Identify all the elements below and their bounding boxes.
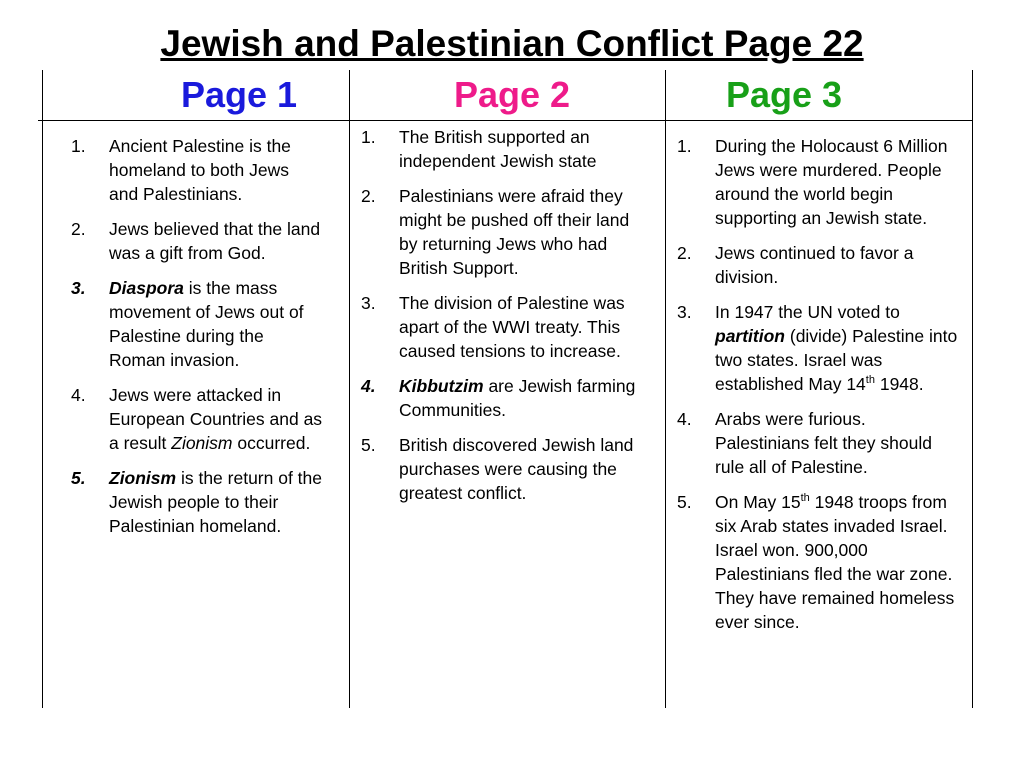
item-text: occurred.: [232, 433, 311, 453]
item-number: 2.: [677, 243, 692, 263]
item-text: 1948.: [874, 374, 924, 394]
item-number: 4.: [677, 409, 692, 429]
item-number: 1.: [361, 127, 376, 147]
item-number: 4.: [71, 385, 86, 405]
item-number: 1.: [71, 136, 86, 156]
table-divider-1: [349, 70, 350, 708]
item-number: 5.: [71, 468, 86, 488]
list-item: [71, 217, 323, 265]
item-text: Jews believed that the land was a gift from God.: [109, 219, 321, 263]
item-text: is the mass movement of Jews out of Palestine during the Roman invasion.: [109, 278, 304, 370]
key-term: Kibbutzim: [399, 376, 484, 396]
item-text: The British supported an independent Jewish state: [399, 127, 597, 171]
item-number: 2.: [71, 219, 86, 239]
column-heading-page-2: Page 2: [453, 74, 571, 115]
item-number: 1.: [677, 136, 692, 156]
italic-term: Zionism: [171, 433, 233, 453]
item-text: (divide) Palestine into two states. Israel was established May 14: [715, 326, 958, 394]
list-item: [361, 184, 647, 280]
list-item: [677, 241, 962, 289]
page-2-list: [361, 125, 647, 516]
item-number: 5.: [677, 492, 692, 512]
item-number: 2.: [361, 186, 376, 206]
key-term: Diaspora: [109, 278, 184, 298]
item-text: are Jewish farming Communities.: [399, 376, 636, 420]
item-number: 5.: [361, 435, 376, 455]
list-item: [677, 300, 962, 396]
column-heading-page-1: Page 1: [180, 74, 298, 115]
item-text: On May 15: [715, 492, 801, 512]
list-item: [71, 134, 323, 206]
page-title: Jewish and Palestinian Conflict Page 22: [160, 23, 864, 64]
ordinal-suffix: th: [800, 492, 810, 505]
item-number: 3.: [71, 278, 86, 298]
item-text: Jews continued to favor a division.: [715, 243, 914, 287]
item-text: is the return of the Jewish people to their Palestinian homeland.: [109, 468, 323, 536]
item-text: Jews were attacked in European Countries and as a result: [109, 385, 323, 453]
list-item: [361, 433, 647, 505]
header-row-divider: [38, 120, 972, 121]
item-text: In 1947 the UN voted to: [715, 302, 900, 322]
key-term: Zionism: [109, 468, 177, 488]
list-item: [361, 125, 647, 173]
item-text: Ancient Palestine is the homeland to both Jews and Palestinians.: [109, 136, 291, 204]
list-item: [361, 374, 647, 422]
item-text: Palestinians were afraid they might be pushed off their land by returning Jews who had British Support.: [399, 186, 630, 278]
list-item: [677, 490, 962, 634]
item-number: 3.: [361, 293, 376, 313]
table-border-left: [42, 70, 43, 708]
list-item: [677, 134, 962, 230]
page-1-list: [71, 134, 323, 549]
list-item: [677, 407, 962, 479]
item-text: The division of Palestine was apart of the WWI treaty. This caused tensions to increase.: [399, 293, 625, 361]
ordinal-suffix: th: [865, 374, 875, 387]
page-3-list: [677, 134, 962, 645]
item-text: Arabs were furious. Palestinians felt they should rule all of Palestine.: [715, 409, 932, 477]
item-number: 3.: [677, 302, 692, 322]
column-heading-page-3: Page 3: [725, 74, 843, 115]
item-number: 4.: [361, 376, 376, 396]
item-text: British discovered Jewish land purchases were causing the greatest conflict.: [399, 435, 634, 503]
list-item: [71, 466, 323, 538]
list-item: [71, 383, 323, 455]
item-text: During the Holocaust 6 Million Jews were murdered. People around the world begin supporting an Jewish state.: [715, 136, 948, 228]
list-item: [71, 276, 323, 372]
table-border-right: [972, 70, 973, 708]
table-divider-2: [665, 70, 666, 708]
list-item: [361, 291, 647, 363]
item-text: 1948 troops from six Arab states invaded Israel. Israel won. 900,000 Palestinians fled the war zone. They have remained homeless ever since.: [715, 492, 955, 632]
key-term: partition: [715, 326, 785, 346]
